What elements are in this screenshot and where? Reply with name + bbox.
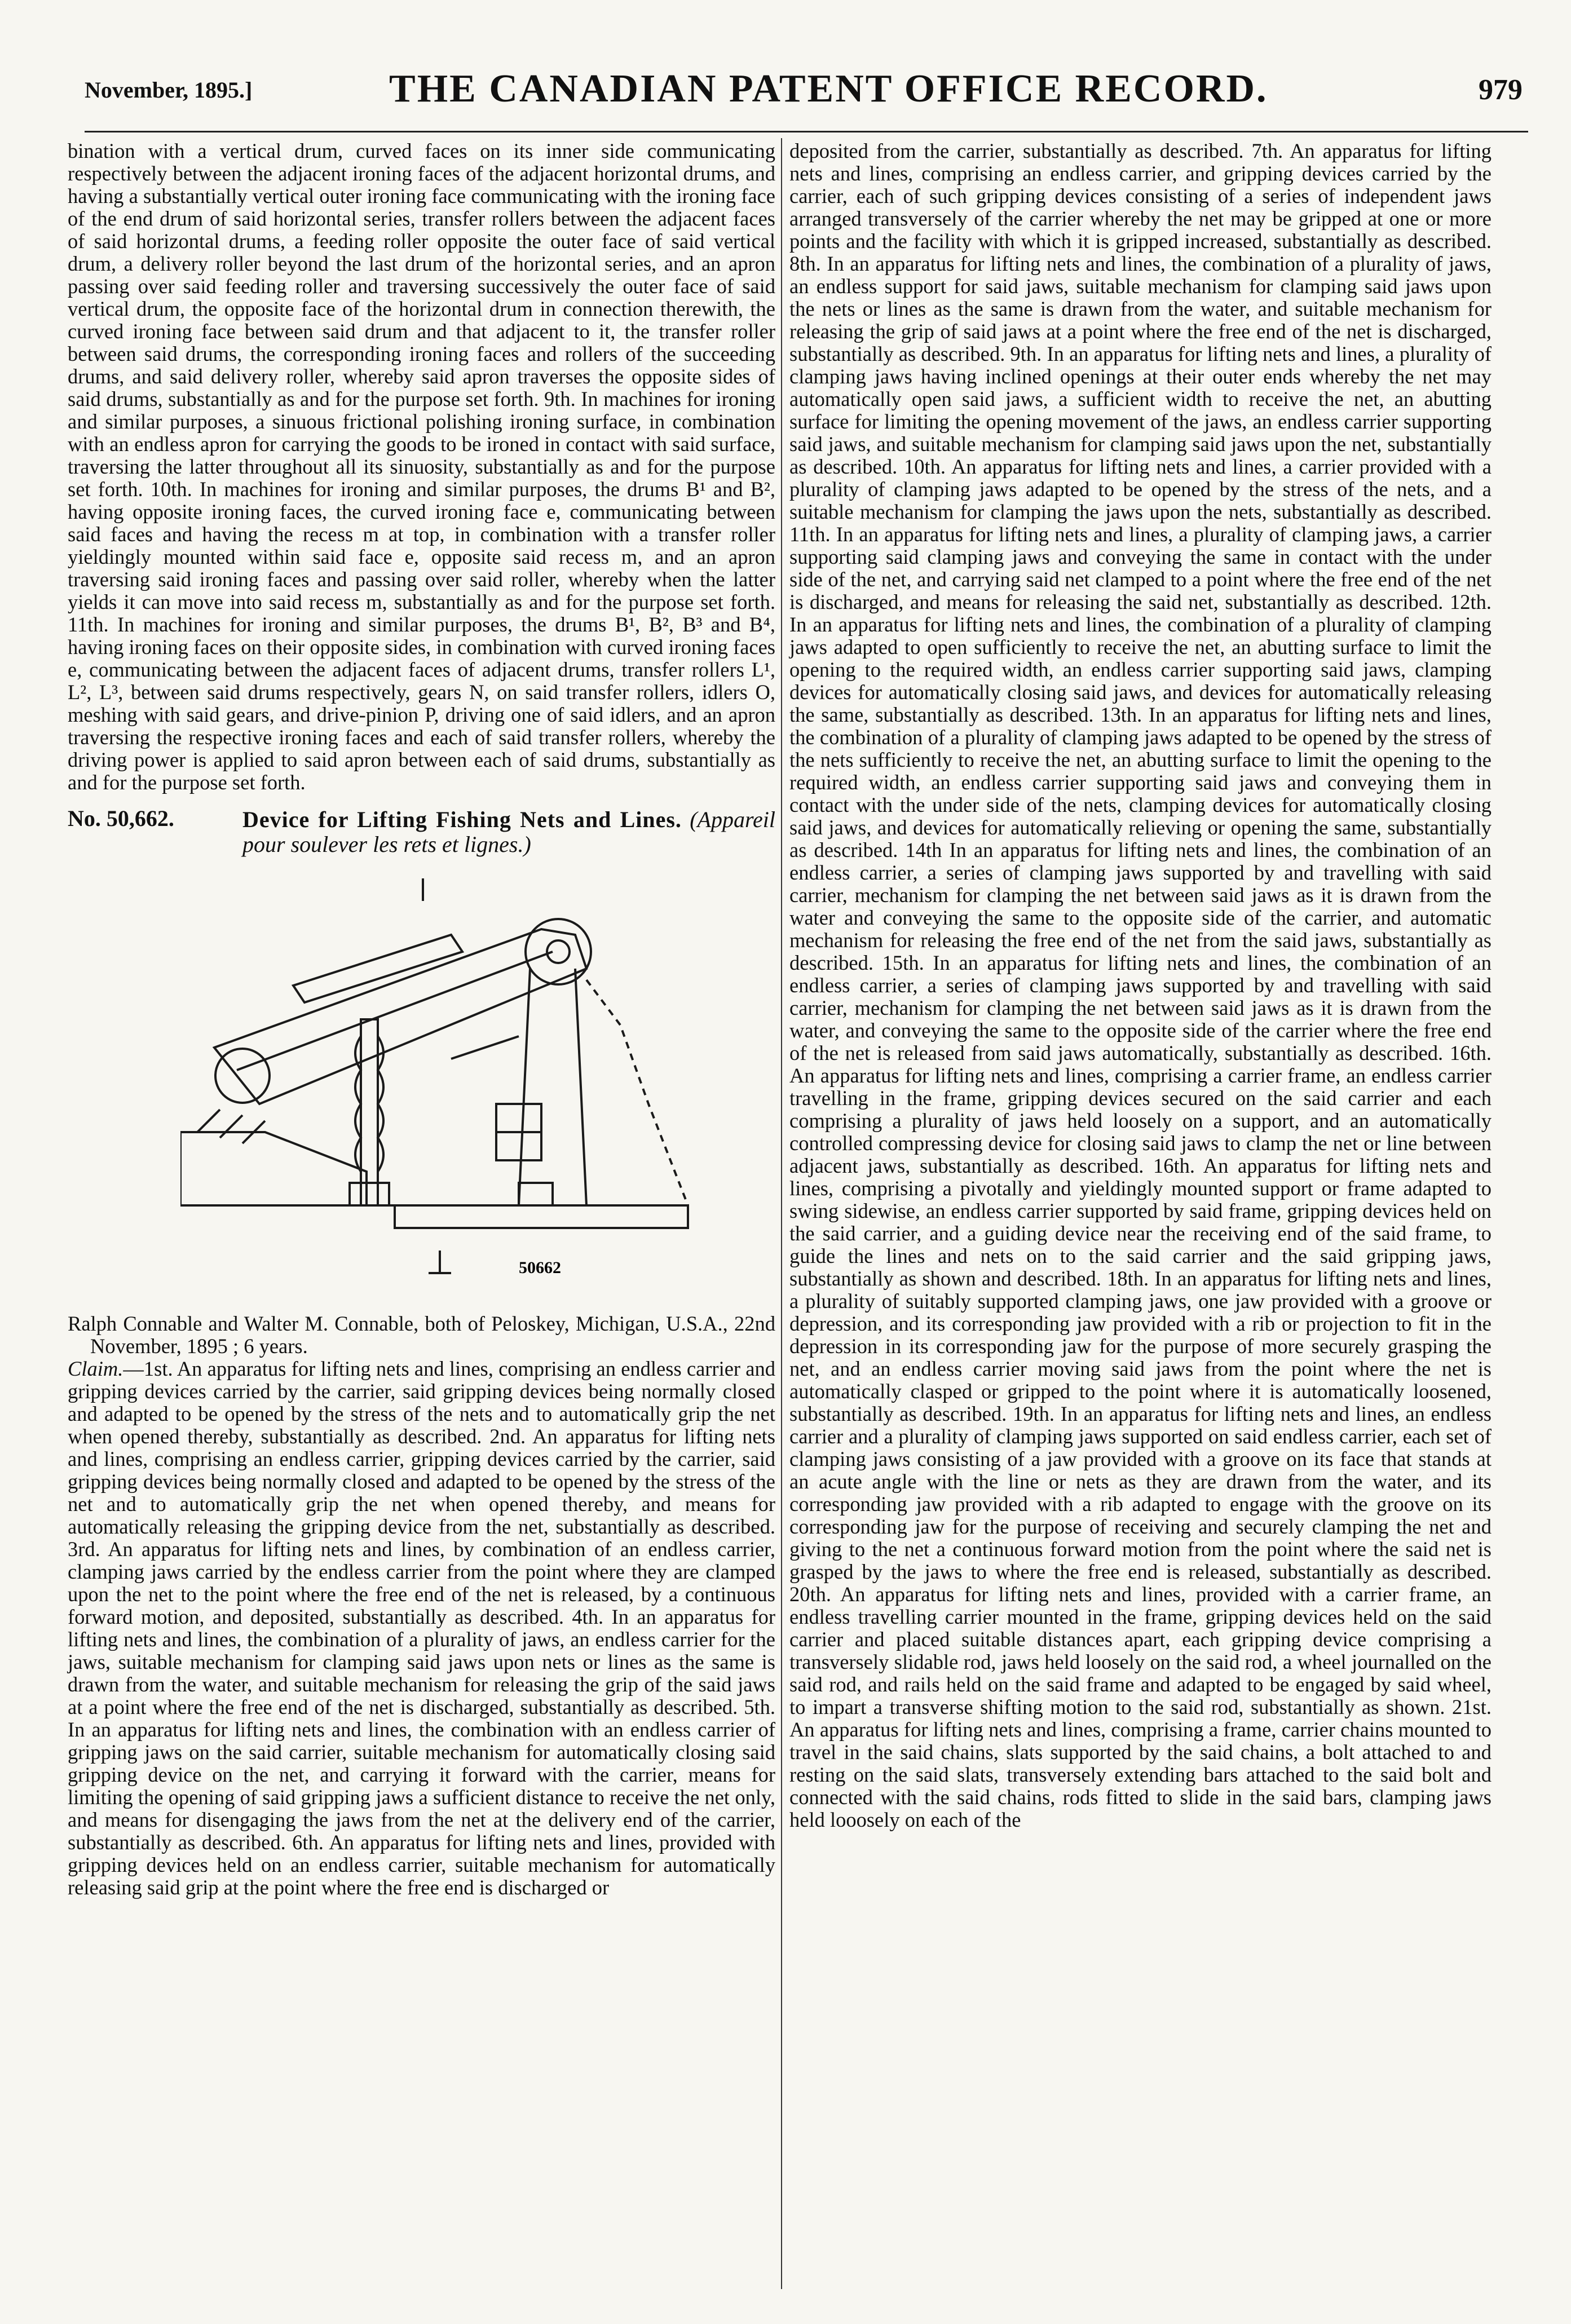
page-number: 979 — [1479, 74, 1523, 106]
claim-paragraph — [68, 1358, 775, 1899]
right-column — [789, 140, 1491, 1831]
right-claims-text: deposited from the carrier, substantially as described. 7th. An apparatus for lifting nets and lines, comprising an endless carrier, and gripping devices carried by the carrier, each of such gripping devices consisting of a series of independent jaws arranged transversely of the carrier whereby the net may be gripped at one or more points and the facility with which it is gripped increased, substantially as described. 8th. In an apparatus for lifting nets and lines, the combination of a plurality of jaws, an endless support for said jaws, suitable mechanism for clamping said jaws upon the nets or lines as the same is drawn from the water, and suitable mechanism for releasing the grip of said jaws at a point where the free end of the net is discharged, substantially as described. 9th. In an apparatus for lifting nets and lines, a plurality of clamping jaws having inclined openings at their outer ends whereby the net may automatically open said jaws, a sufficient width to receive the net, an abutting surface for limiting the opening movement of the jaws, an endless carrier supporting said jaws, and suitable mechanism for clamping said jaws upon the net, substantially as described. 10th. An apparatus for lifting nets and lines, a carrier provided with a plurality of clamping jaws adapted to be opened by the stress of the nets, and a suitable mechanism for clamping the jaws upon the nets, substantially as described. 11th. In an apparatus for lifting nets and lines, a plurality of clamping jaws, a carrier supporting said clamping jaws and conveying the same in contact with the under side of the net, and carrying said net clamped to a point where the free end of the net is discharged, and means for releasing the said net, substantially as described. 12th. In an apparatus for lifting nets and lines, the combination of a plurality of clamping jaws adapted to open sufficiently to receive the net, an abutting surface to limit the opening to the required width, an endless carrier supporting said jaws, clamping devices for automatically closing said jaws, and devices for automatically releasing the same, substantially as described. 13th. In an apparatus for lifting nets and lines, the combination of a plurality of clamping jaws adapted to be opened by the stress of the nets sufficiently to receive the net, an abutting surface to limit the opening to the required width, an endless carrier supporting said jaws and conveying them in contact with the under side of the nets, clamping devices for automatically closing said jaws, and devices for automatically relieving or opening the same, substantially as described. 14th In an apparatus for lifting nets and lines, the combination of an endless carrier, a series of clamping jaws supported by and travelling with said carrier, mechanism for clamping the net between said jaws as it is drawn from the water and conveying the same to the opposite side of the carrier, and automatic mechanism for releasing the free end of the net from the said jaws, substantially as described. 15th. In an apparatus for lifting nets and lines, the combination of an endless carrier, a series of clamping jaws supported by and travelling with said carrier, mechanism for clamping the net between said jaws as it is drawn from the water, and conveying the same to the opposite side of the carrier where the free end of the net is released from said jaws automatically, substantially as described. 16th. An apparatus for lifting nets and lines, comprising a carrier frame, an endless carrier travelling in the frame, gripping devices secured on the said carrier and each comprising a plurality of jaws held loosely on a support, and an automatically controlled compressing device for closing said jaws to clamp the net or line between adjacent jaws, substantially as described. 16th. An apparatus for lifting nets and lines, comprising a pivotally and yieldingly mounted support or frame adapted to swing sidewise, an endless carrier supported by said frame, gripping devices held on the said carrier, and a guiding device near the receiving end of the said frame, to guide the lines and nets on to the said carrier and the said gripping jaws, substantially as shown and described. 18th. In an apparatus for lifting nets and lines, a plurality of suitably supported clamping jaws, one jaw provided with a groove or depression, and its corresponding jaw provided with a rib or projection to fit in the depression in its corresponding jaw for the purpose of more securely grasping the net, and an endless carrier moving said jaws from the point where the net is automatically clasped or gripped to the point where it is automatically loosened, substantially as described. 19th. In an apparatus for lifting nets and lines, an endless carrier and a plurality of clamping jaws supported on said endless carrier, each set of clamping jaws consisting of a jaw provided with a groove on its face that stands at an acute angle with the line or nets as they are drawn from the water, and its corresponding jaw provided with a rib adapted to engage with the groove on its corresponding jaw for the purpose of receiving and securely clamping the net and giving to the net a continuous forward motion from the point where the said net is grasped by the jaws to where the free end is released, substantially as described. 20th. An apparatus for lifting nets and lines, provided with a carrier frame, an endless travelling carrier mounted in the frame, gripping devices held on the said carrier and placed suitable distances apart, each gripping device comprising a transversely slidable rod, jaws held loosely on the said rod, a wheel journalled on the said rod, and rails held on the said frame and adapted to be engaged by said wheel, to impart a transverse shifting motion to the said rod, substantially as shown. 21st. An apparatus for lifting nets and lines, comprising a frame, carrier chains mounted to travel in the said chains, slats supported by the said chains, a bolt attached to and resting on the said slats, transversely extending bars attached to the said bolt and connected with the said chains, rods fitted to slide in the said bars, clamping jaws held looosely on each of the — [789, 139, 1491, 1831]
figure-number-label: 50662 — [519, 1258, 561, 1277]
issue-date: November, 1895.] — [85, 77, 253, 103]
patent-heading — [68, 807, 775, 857]
page-header — [85, 67, 1528, 117]
patent-title: Device for Lifting Fishing Nets and Lines. — [242, 807, 682, 832]
continued-claims-text: bination with a vertical drum, curved faces on its inner side communicating respectively between the adjacent ironing faces of the adjacent horizontal drums, and having a substantially vertical outer ironing face communicating with the ironing face of the end drum of said horizontal series, transfer rollers between the adjacent faces of said horizontal drums, a feeding roller opposite the outer face of said vertical drum, a delivery roller beyond the last drum of the horizontal series, and an apron passing over said feeding roller and traversing successively the outer face of said vertical drum, the opposite face of the horizontal drum in connection therewith, the curved ironing face between said drum and that adjacent to it, the transfer roller between said drums, the corresponding ironing faces and rollers of the succeeding drums, and said delivery roller, whereby said apron traverses the opposite sides of said drums, substantially as and for the purpose set forth. 9th. In machines for ironing and similar purposes, a sinuous frictional polishing ironing surface, in combination with an endless apron for carrying the goods to be ironed in contact with said surface, traversing the latter throughout all its sinuosity, substantially as and for the purpose set forth. 10th. In machines for ironing and similar purposes, the drums B¹ and B², having opposite ironing faces, the curved ironing face e, communicating between said faces and having the recess m at top, in combination with a transfer roller yieldingly mounted within said face e, opposite said recess m, and an apron traversing said ironing faces and passing over said roller, whereby when the latter yields it can move into said recess m, substantially as and for the purpose set forth. 11th. In machines for ironing and similar purposes, the drums B¹, B², B³ and B⁴, having ironing faces on their opposite sides, in combination with curved ironing faces e, communicating between the adjacent faces of adjacent drums, transfer rollers L¹, L², L³, between said drums respectively, gears N, on said transfer rollers, idlers O, meshing with said gears, and drive-pinion P, driving one of said idlers, and an apron traversing the respective ironing faces and each of said transfer rollers, whereby the driving power is applied to said apron between each of said drums, substantially as and for the purpose set forth. — [68, 139, 775, 794]
patent-title-block — [242, 807, 775, 857]
claim-label: Claim. — [68, 1357, 123, 1380]
claim-text: —1st. An apparatus for lifting nets and lines, comprising an endless carrier and gripping devices carried by the carrier, said gripping devices being normally closed and adapted to be opened by the stress of the nets and to automatically grip the net when opened thereby, substantially as described. 2nd. An apparatus for lifting nets and lines, comprising an endless carrier, gripping devices carried by the carrier, said gripping devices being normally closed and adapted to be opened by the stress of the net and to automatically grip the net when opened thereby, and means for automatically releasing the gripping device from the net, substantially as described. 3rd. An apparatus for lifting nets and lines, by combination of an endless carrier, clamping jaws carried by the endless carrier from the point where they are clamped upon the net to the point where the free end of the net is released, by a continuous forward motion, and deposited, substantially as described. 4th. In an apparatus for lifting nets and lines, the combination of a plurality of jaws, an endless carrier for the jaws, suitable mechanism for clamping said jaws upon nets or lines as the same is drawn from the water, and suitable mechanism for releasing the grip of the said jaws at a point where the free end of the net is discharged, substantially as described. 5th. In an apparatus for lifting nets and lines, the combination with an endless carrier of gripping jaws on the said carrier, suitable mechanism for automatically closing said gripping device on the net, and carrying it forward with the carrier, means for limiting the opening of said gripping jaws a sufficient distance to receive the net only, and means for disengaging the jaws from the net at the delivery end of the carrier, substantially as described. 6th. An apparatus for lifting nets and lines, provided with gripping devices held on an endless carrier, suitable mechanism for automatically releasing said grip at the point where the free end is discharged or — [68, 1357, 775, 1899]
column-divider — [781, 138, 782, 2289]
net-lifting-device-illustration — [180, 867, 722, 1307]
patent-drawing — [180, 867, 722, 1307]
patent-title-french: (Appareil pour soulever les rets et lignes.) — [242, 807, 776, 857]
patent-number: No. 50,662. — [68, 806, 174, 831]
publication-title: THE CANADIAN PATENT OFFICE RECORD. — [389, 67, 1268, 111]
left-column — [68, 140, 775, 1899]
inventors-line: Ralph Connable and Walter M. Connable, both of Peloskey, Michigan, U.S.A., 22nd November, 1895 ; 6 years. — [68, 1312, 775, 1358]
header-rule — [85, 131, 1528, 132]
